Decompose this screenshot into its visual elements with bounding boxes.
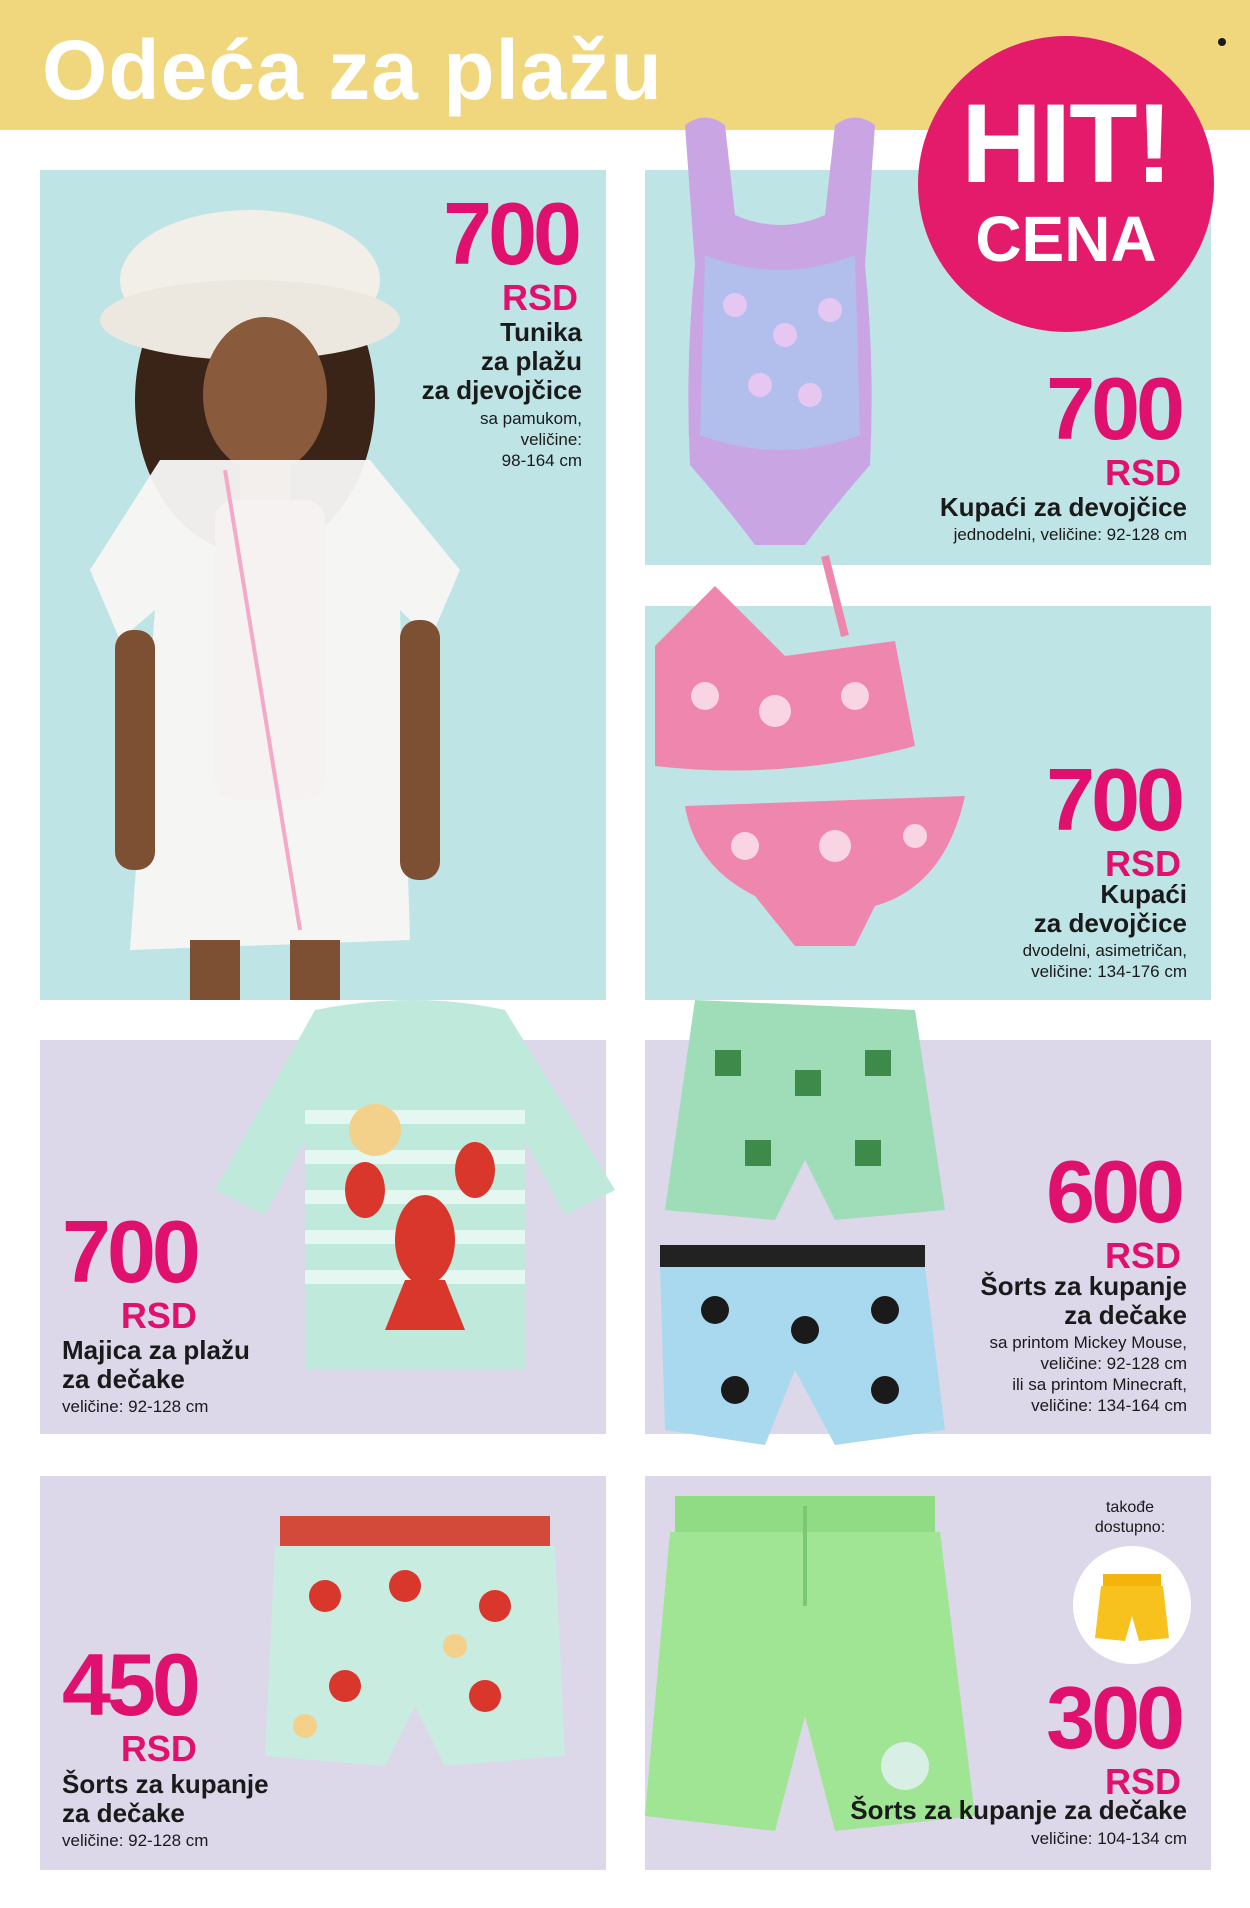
product-desc-rashguard (62, 1396, 208, 1417)
title-line: Kupaći za devojčice (939, 492, 1187, 522)
product-panel-lobster-trunks (40, 1476, 606, 1870)
printed-trunks-image (655, 990, 955, 1450)
product-title-green-shorts (850, 1796, 1187, 1825)
price-amount: 700 (1046, 750, 1181, 849)
price-rashguard (62, 1202, 197, 1336)
product-desc-green-shorts (1031, 1828, 1187, 1849)
yellow-shorts-variant-thumbnail (1073, 1546, 1191, 1664)
price-amount: 700 (1046, 359, 1181, 458)
product-title-lobster-trunks (62, 1770, 269, 1828)
desc-line: veličine: 92-128 cm (62, 1397, 209, 1416)
product-panel-tunic (40, 170, 606, 1000)
product-panel-green-shorts (645, 1476, 1211, 1870)
twopiece-swimsuit-image (645, 546, 975, 966)
title-line: Šorts za kupanje (62, 1769, 269, 1799)
desc-line: veličine: 134-176 cm (1031, 962, 1187, 981)
desc-line: veličine: 92-128 cm (62, 1831, 209, 1850)
product-panel-rashguard (40, 1040, 606, 1434)
product-panel-printed-trunks (645, 1040, 1211, 1434)
title-line: za dečake (1064, 1300, 1187, 1330)
product-title-tunic (422, 318, 582, 405)
price-lobster-trunks (62, 1635, 197, 1769)
price-currency: RSD (120, 1728, 197, 1769)
product-title-swimsuit-twopiece (1034, 880, 1187, 938)
rashguard-image (205, 990, 625, 1390)
product-title-swimsuit-onepiece (940, 493, 1187, 522)
product-title-printed-trunks (980, 1272, 1187, 1330)
price-amount: 300 (1046, 1668, 1181, 1767)
price-amount: 450 (62, 1635, 197, 1734)
yellow-shorts-image (1073, 1546, 1191, 1664)
green-shorts-image (645, 1496, 975, 1836)
product-desc-swimsuit-twopiece (1023, 940, 1187, 982)
page-title: Odeća za plažu (42, 23, 663, 117)
desc-line: ili sa printom Minecraft, (1012, 1375, 1187, 1394)
product-desc-swimsuit-onepiece (954, 524, 1187, 545)
product-title-rashguard (62, 1336, 250, 1394)
desc-line: 98-164 cm (501, 451, 582, 470)
title-line: Šorts za kupanje za dečake (850, 1795, 1187, 1825)
desc-line: veličine: 134-164 cm (1031, 1396, 1187, 1415)
price-printed-trunks (1046, 1142, 1181, 1276)
price-currency: RSD (501, 277, 578, 318)
price-amount: 700 (62, 1202, 197, 1301)
desc-line: sa pamukom, (479, 409, 582, 428)
price-currency: RSD (1104, 1235, 1181, 1276)
desc-line: veličine: 92-128 cm (1040, 1354, 1187, 1373)
product-desc-tunic (480, 408, 582, 471)
price-currency: RSD (1104, 843, 1181, 884)
title-line: Majica za plažu (62, 1335, 250, 1365)
price-currency: RSD (1104, 452, 1181, 493)
onepiece-swimsuit-image (665, 105, 895, 575)
also-available-label (1070, 1498, 1190, 1538)
badge-line-1: HIT! (961, 81, 1171, 206)
title-line: za djevojčice (421, 375, 582, 405)
title-line: za dečake (62, 1364, 185, 1394)
badge-line-2: CENA (975, 203, 1157, 275)
price-swimsuit-twopiece (1046, 750, 1181, 884)
desc-line: sa printom Mickey Mouse, (989, 1333, 1187, 1352)
title-line: Šorts za kupanje (980, 1271, 1187, 1301)
price-swimsuit-onepiece (1046, 359, 1181, 493)
product-desc-lobster-trunks (62, 1830, 208, 1851)
price-currency: RSD (1104, 1761, 1181, 1802)
title-line: za dečake (62, 1798, 185, 1828)
desc-line: dvodelni, asimetričan, (1022, 941, 1187, 960)
price-amount: 700 (443, 184, 578, 283)
product-desc-printed-trunks (990, 1332, 1187, 1416)
desc-line: jednodelni, veličine: 92-128 cm (953, 525, 1187, 544)
product-panel-swimsuit-twopiece (645, 606, 1211, 1000)
corner-dot (1218, 38, 1226, 46)
title-line: za plažu (480, 346, 582, 376)
price-amount: 600 (1046, 1142, 1181, 1241)
desc-line: veličine: 104-134 cm (1031, 1829, 1187, 1848)
lobster-trunks-image (265, 1516, 565, 1776)
price-currency: RSD (120, 1295, 197, 1336)
title-line: Kupaći (1100, 879, 1187, 909)
title-line: za devojčice (1033, 908, 1187, 938)
price-green-shorts (1046, 1668, 1181, 1802)
desc-line: veličine: (520, 430, 582, 449)
price-tunic (443, 184, 578, 318)
hit-price-badge (918, 36, 1214, 332)
label-line: takođe (1105, 1499, 1155, 1516)
label-line: dostupno: (1094, 1519, 1166, 1536)
title-line: Tunika (500, 317, 582, 347)
